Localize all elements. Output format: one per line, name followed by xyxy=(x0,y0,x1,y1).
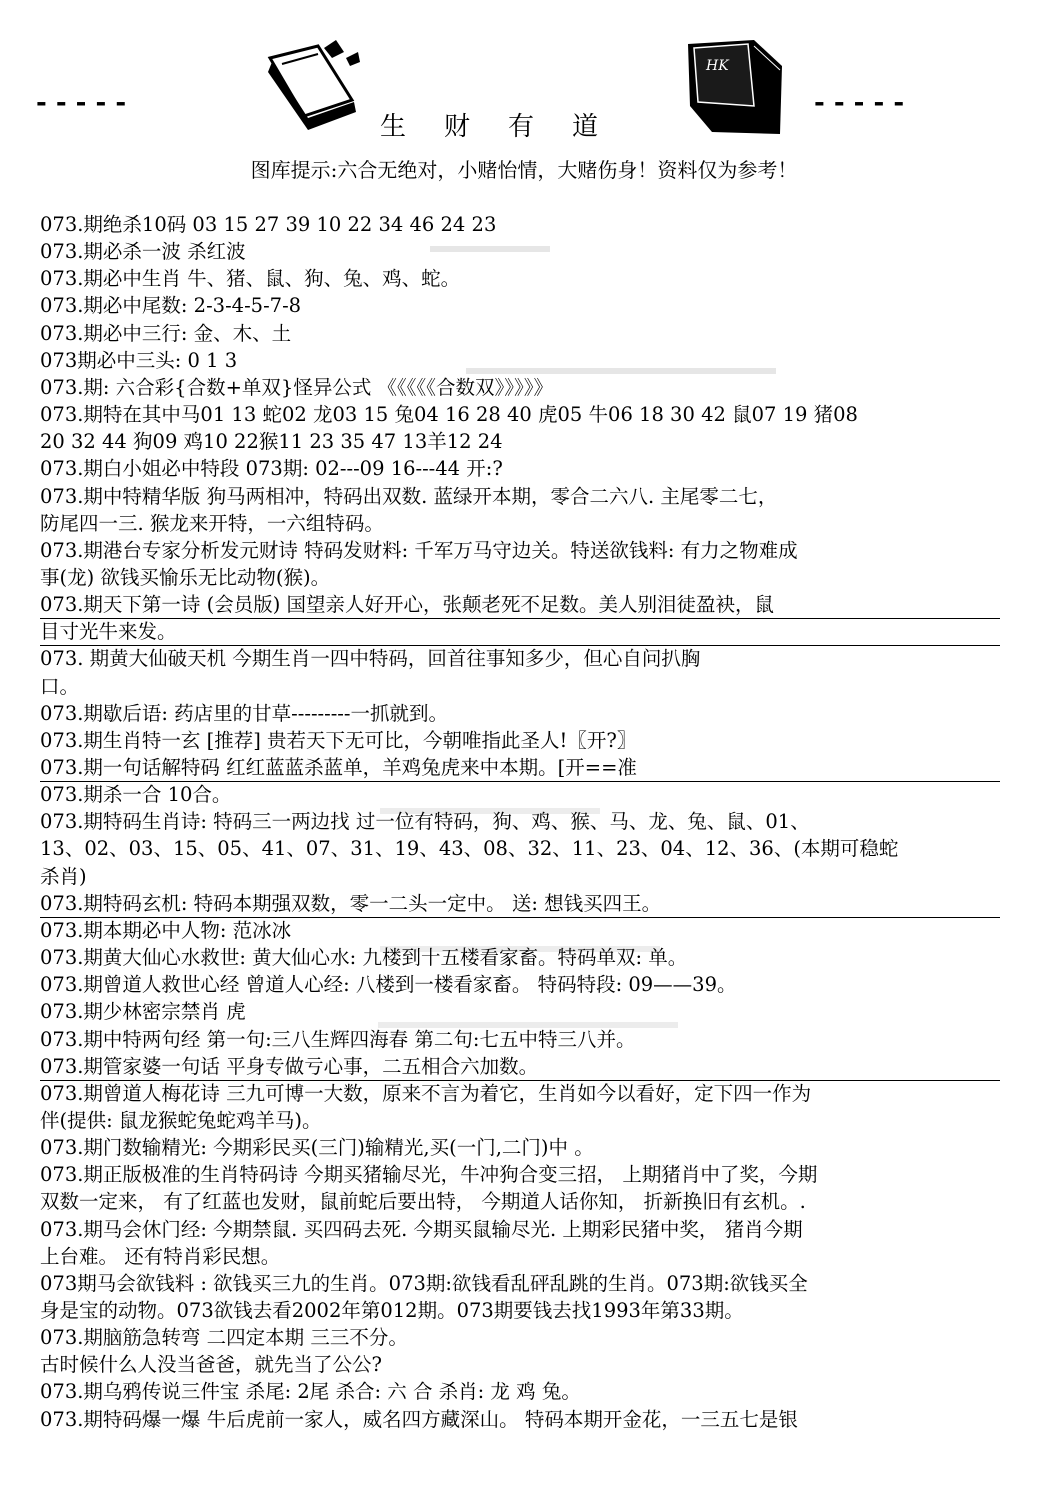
prediction-line: 上台难。 还有特肖彩民想。 xyxy=(40,1244,281,1268)
prediction-line: 073期必中三头: 0 1 3 xyxy=(40,348,238,372)
prediction-line: 伴(提供: 鼠龙猴蛇兔蛇鸡羊马)。 xyxy=(40,1108,322,1132)
page-header xyxy=(0,30,1048,142)
prediction-line: 073.期特码生肖诗: 特码三一两边找 过一位有特码，狗、鸡、猴、马、龙、兔、鼠、01、 xyxy=(40,810,810,834)
prediction-line: 073.期白小姐必中特段 073期: 02---09 16---44 开:? xyxy=(40,457,503,481)
prediction-line: 073.期杀一合 10合。 xyxy=(40,783,232,807)
prediction-line: 073.期港台专家分析发元财诗 特码发财料: 千军万马守边关。特送欲钱料: 有力之物难成 xyxy=(40,538,798,562)
prediction-line: 身是宝的动物。073欲钱去看2002年第012期。073期要钱去找1993年第33期。 xyxy=(40,1299,744,1322)
prediction-line: 073.期马会休门经: 今期禁鼠. 买四码去死. 今期买鼠输尽光. 上期彩民猪中奖， 猪肖今期 xyxy=(40,1217,803,1241)
prediction-line: 073.期天下第一诗 (会员版) 国望亲人好开心，张颠老死不足数。美人别泪徒盈袂，鼠 xyxy=(40,590,1000,619)
prediction-line: 073.期必中生肖 牛、猪、鼠、狗、兔、鸡、蛇。 xyxy=(40,267,461,291)
prediction-line: 杀肖) xyxy=(40,864,87,888)
prediction-line: 073.期曾道人梅花诗 三九可博一大数，原来不言为着它，生肖如今以看好，定下四一作为 xyxy=(40,1081,812,1105)
prediction-line: 073. 期黄大仙破天机 今期生肖一四中特码，回首往事知多少，但心自问扒胸 xyxy=(40,647,701,671)
prediction-line: 073.期生肖特一玄 [推荐] 贵若天下无可比，今朝唯指此圣人!〖开?〗 xyxy=(40,728,637,752)
prediction-line: 目寸光牛来发。 xyxy=(40,617,1000,646)
prediction-line: 13、02、03、15、05、41、07、31、19、43、08、32、11、23、04、12、36、(本期可稳蛇 xyxy=(40,837,899,861)
prediction-line: 073.期中特精华版 狗马两相冲，特码出双数. 蓝绿开本期，零合二六八. 主尾零二七， xyxy=(40,484,778,508)
prediction-line: 073.期少林密宗禁肖 虎 xyxy=(40,1000,246,1024)
prediction-line: 073期马会欲钱料 : 欲钱买三九的生肖。073期:欲钱看乱砰乱跳的生肖。073期:欲钱买全 xyxy=(40,1271,808,1295)
prediction-line: 073.期中特两句经 第一句:三八生辉四海春 第二句:七五中特三八并。 xyxy=(40,1027,636,1051)
prediction-line: 双数一定来， 有了红蓝也发财，鼠前蛇后要出特， 今期道人话你知， 折新换旧有玄机。. xyxy=(40,1190,806,1214)
prediction-line: 073.期必杀一波 杀红波 xyxy=(40,240,246,264)
book-cover-label: HK xyxy=(706,58,729,74)
prediction-line: 073.期一句话解特码 红红蓝蓝杀蓝单，羊鸡兔虎来中本期。[开==准 xyxy=(40,753,1000,782)
prediction-line: 073.期本期必中人物: 范冰冰 xyxy=(40,918,292,942)
closed-book-icon xyxy=(684,36,788,136)
prediction-line: 口。 xyxy=(40,674,80,698)
header-dashes-left: - - - - - xyxy=(36,88,127,118)
prediction-line: 073.期脑筋急转弯 二四定本期 三三不分。 xyxy=(40,1326,408,1350)
prediction-line: 防尾四一三. 猴龙来开特，一六组特码。 xyxy=(40,511,384,535)
prediction-line: 20 32 44 狗09 鸡10 22猴11 23 35 47 13羊12 24 xyxy=(40,430,503,454)
prediction-line: 073.期曾道人救世心经 曾道人心经: 八楼到一楼看家畜。 特码特段: 09——39。 xyxy=(40,973,737,997)
prediction-line: 073.期黄大仙心水救世: 黄大仙心水: 九楼到十五楼看家畜。特码单双: 单。 xyxy=(40,946,688,970)
disclaimer-notice: 图库提示:六合无绝对，小赌怡情，大赌伤身！资料仅为参考！ xyxy=(250,158,798,182)
prediction-line: 073.期门数输精光: 今期彩民买(三门)输精光,买(一门,二门)中 。 xyxy=(40,1136,594,1160)
open-book-icon xyxy=(262,40,362,136)
prediction-line: 073.期必中尾数: 2-3-4-5-7-8 xyxy=(40,294,302,318)
prediction-line: 073.期: 六合彩{合数+单双}怪异公式 《《《《《合数双》》》》》 xyxy=(40,375,554,399)
prediction-line: 事(龙) 欲钱买愉乐无比动物(猴)。 xyxy=(40,565,331,589)
prediction-line: 073.期特在其中马01 13 蛇02 龙03 15 兔04 16 28 40 虎05 牛06 18 30 42 鼠07 19 猪08 xyxy=(40,403,858,427)
prediction-line: 073.期特码玄机: 特码本期强双数，零一二头一定中。 送: 想钱买四王。 xyxy=(40,889,1000,918)
prediction-line: 古时候什么人没当爸爸，就先当了公公? xyxy=(40,1353,382,1377)
prediction-line: 073.期歇后语: 药店里的甘草---------一抓就到。 xyxy=(40,701,448,725)
prediction-line: 073.期管家婆一句话 平身专做亏心事，二五相合六加数。 xyxy=(40,1052,1000,1081)
page-title: 生财有道 xyxy=(380,112,637,142)
prediction-line: 073.期正版极准的生肖特码诗 今期买猪输尽光，牛冲狗合变三招， 上期猪肖中了奖，今期 xyxy=(40,1163,818,1187)
prediction-line: 073.期乌鸦传说三件宝 杀尾: 2尾 杀合: 六 合 杀肖: 龙 鸡 兔。 xyxy=(40,1380,581,1404)
prediction-line: 073.期绝杀10码 03 15 27 39 10 22 34 46 24 23 xyxy=(40,213,497,236)
prediction-line: 073.期特码爆一爆 牛后虎前一家人，威名四方藏深山。 特码本期开金花，一三五七是银 xyxy=(40,1407,798,1431)
prediction-line: 073.期必中三行: 金、木、土 xyxy=(40,321,292,345)
header-dashes-right: - - - - - xyxy=(814,88,905,118)
